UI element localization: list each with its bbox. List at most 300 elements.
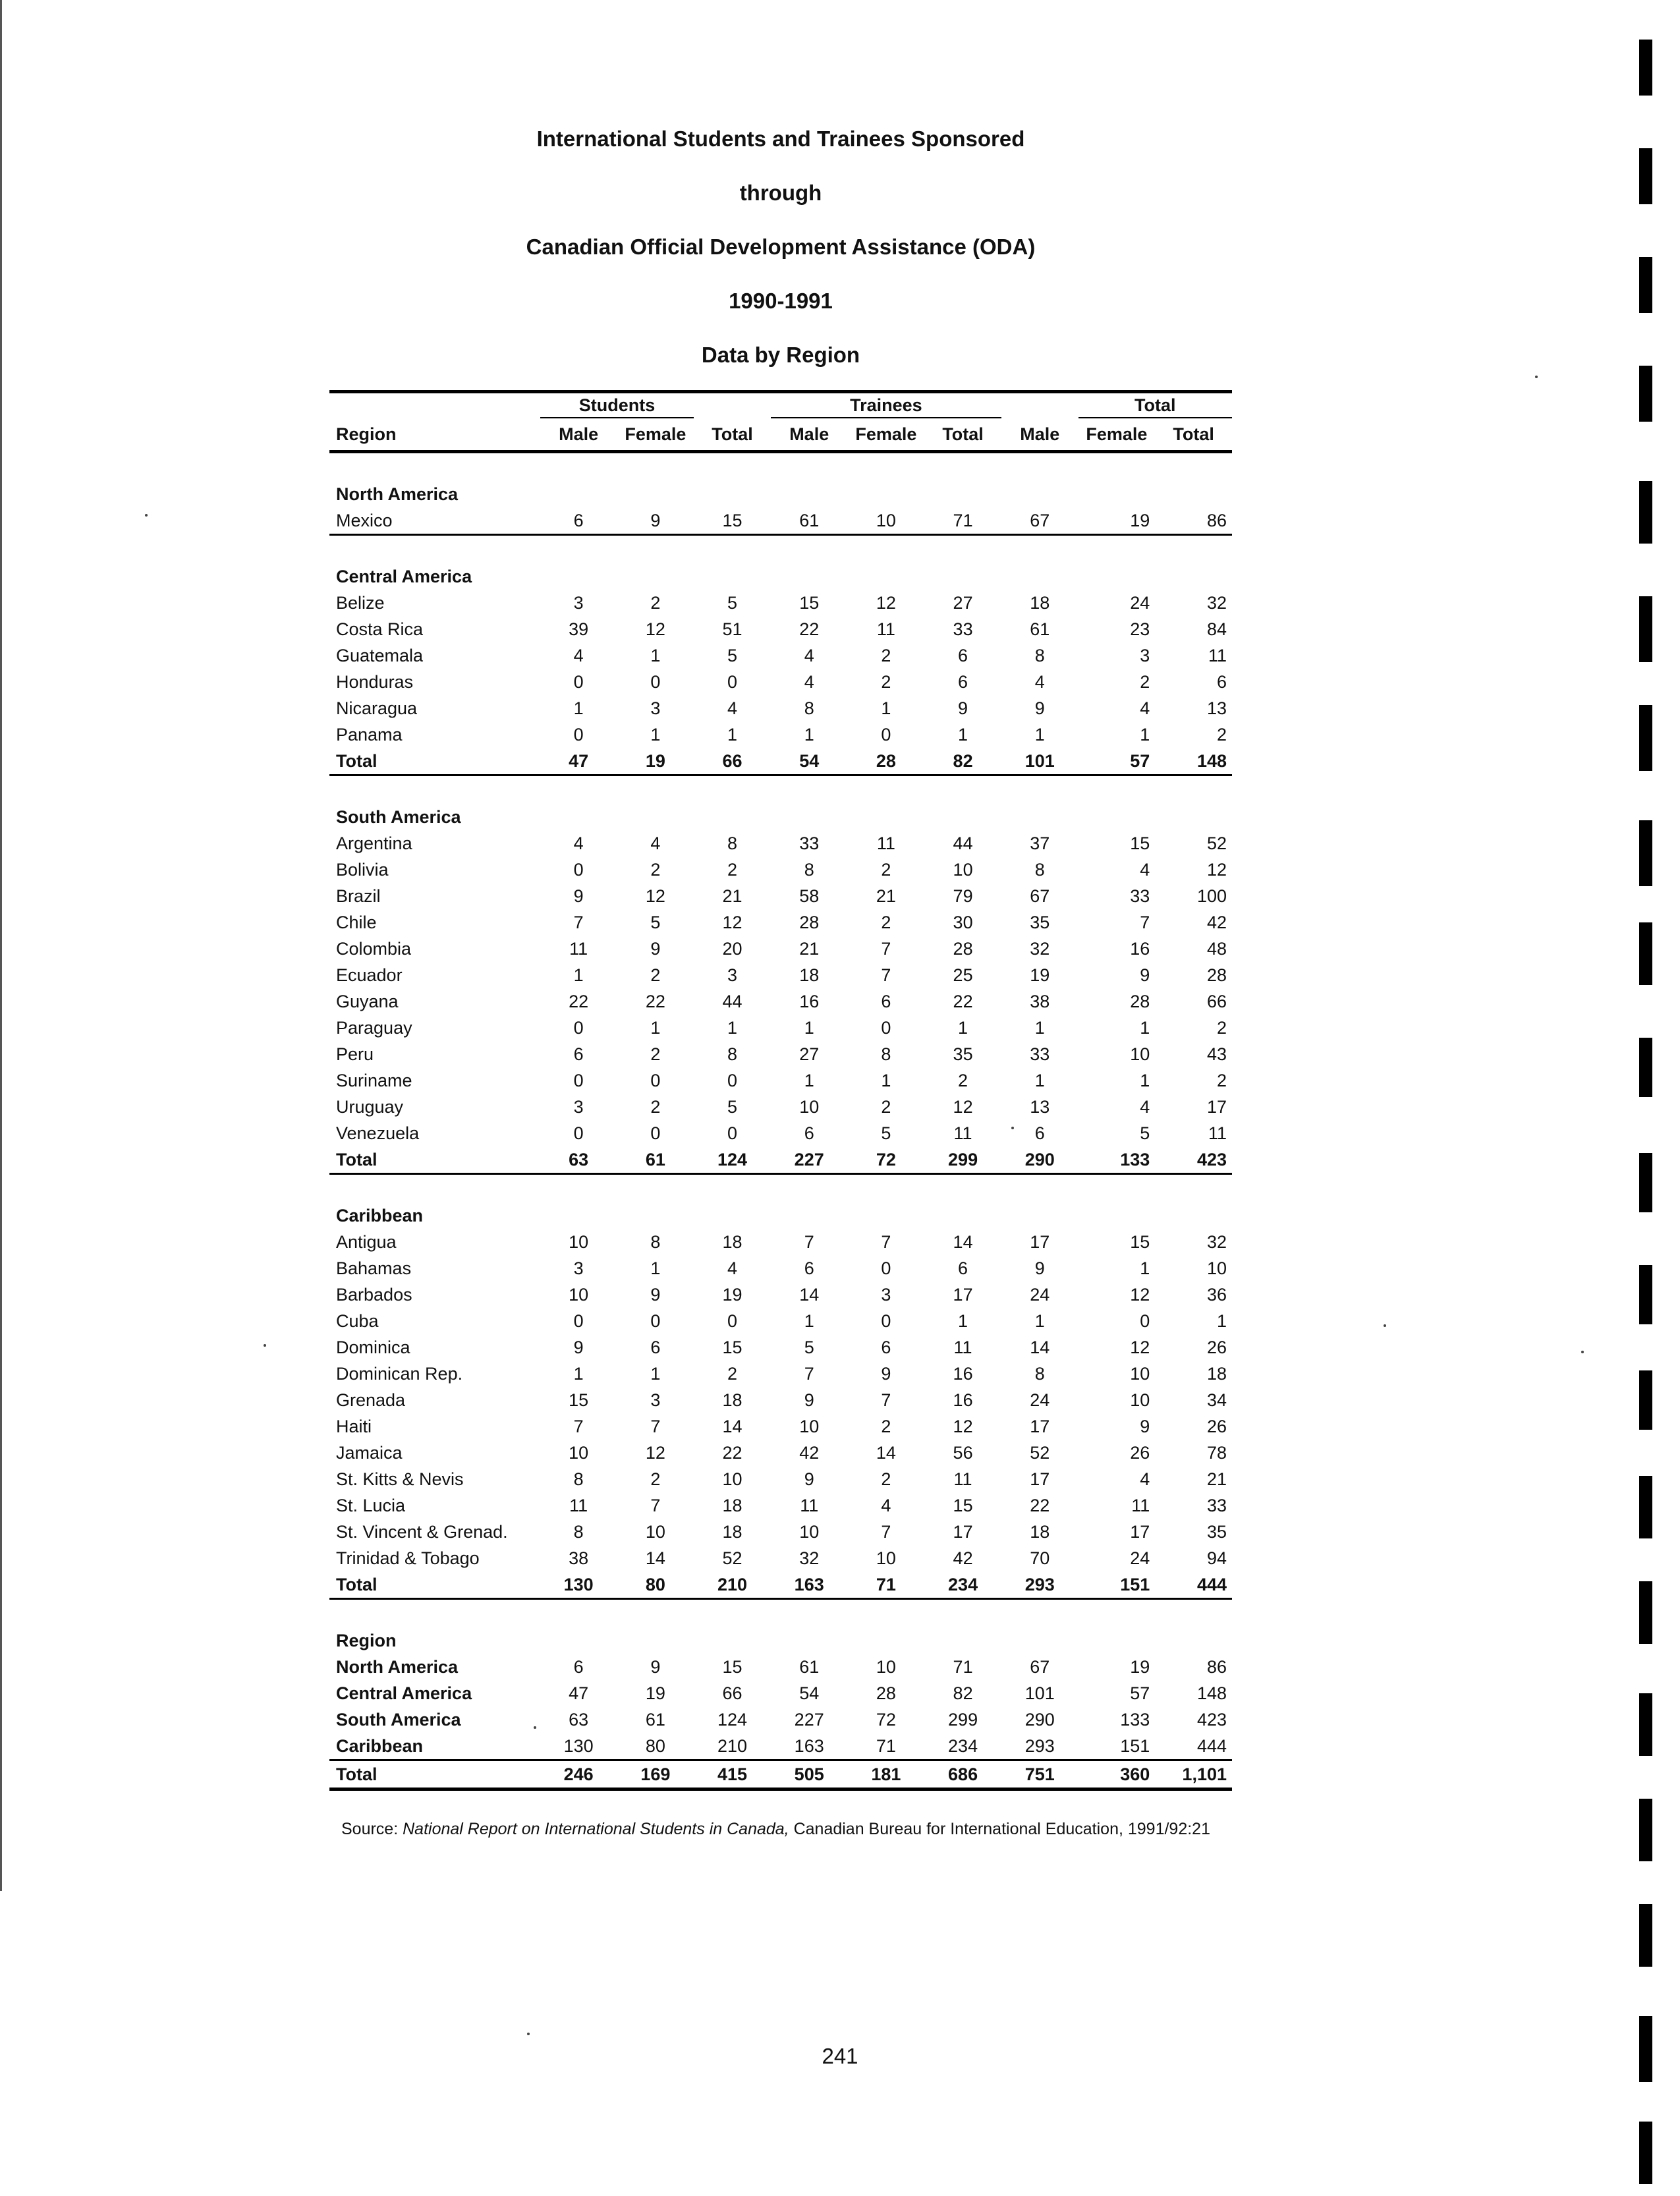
- table-cell: 9: [573, 1337, 584, 1357]
- table-row: [329, 1229, 1232, 1255]
- table-cell: 48: [1206, 939, 1227, 959]
- table-cell: 10: [1130, 1364, 1150, 1384]
- table-cell: 35: [1206, 1522, 1227, 1542]
- table-cell: 686: [924, 1760, 1001, 1789]
- table-cell: 61: [799, 1657, 820, 1677]
- table-cell: 1: [650, 1258, 661, 1278]
- binder-mark: [1639, 257, 1652, 313]
- table-cell: 0: [573, 672, 584, 692]
- table-cell: 1: [958, 725, 968, 745]
- table-cell: 6: [958, 672, 968, 692]
- table-cell: 9: [804, 1469, 814, 1489]
- table-cell: 10: [569, 1232, 589, 1252]
- table-cell: 8: [650, 1232, 661, 1252]
- table-cell: 12: [722, 913, 742, 932]
- binder-mark: [1639, 820, 1652, 886]
- table-cell: 3: [573, 593, 584, 613]
- table-cell: 66: [1206, 992, 1227, 1011]
- table-cell: 4: [1140, 860, 1150, 880]
- row-label: Antigua: [336, 1232, 397, 1252]
- row-label: Honduras: [336, 672, 414, 692]
- table-cell: 10: [722, 1469, 742, 1489]
- table-cell: 7: [650, 1496, 661, 1515]
- table-cell: 24: [1130, 1548, 1150, 1568]
- table-cell: 13: [1206, 698, 1227, 718]
- table-row: [329, 883, 1232, 909]
- table-cell: 22: [953, 992, 973, 1011]
- table-cell: 2: [727, 1364, 738, 1384]
- table-cell: 12: [876, 593, 896, 613]
- row-label: Dominican Rep.: [336, 1364, 463, 1384]
- table-cell: 4: [650, 833, 661, 853]
- table-cell: 14: [799, 1285, 820, 1305]
- table-cell: 12: [1206, 860, 1227, 880]
- table-cell: 290: [1001, 1146, 1078, 1174]
- table-cell: 1: [804, 1311, 814, 1331]
- table-cell: 4: [1140, 1469, 1150, 1489]
- table-cell: 52: [1030, 1443, 1050, 1463]
- table-row: [329, 507, 1232, 535]
- row-label: Grenada: [336, 1390, 406, 1410]
- row-label: Total: [329, 1571, 540, 1599]
- table-cell: 6: [881, 992, 891, 1011]
- table-cell: 2: [650, 860, 661, 880]
- table-cell: 11: [1131, 1496, 1150, 1515]
- table-cell: 7: [881, 939, 891, 959]
- table-cell: 12: [645, 1443, 665, 1463]
- table-cell: 1: [804, 725, 814, 745]
- table-cell: 130: [563, 1736, 594, 1756]
- binder-mark: [1639, 1904, 1652, 1967]
- row-label: Brazil: [336, 886, 381, 906]
- table-cell: 22: [1030, 1496, 1050, 1515]
- table-cell: 9: [617, 507, 694, 535]
- table-cell: 72: [848, 1146, 925, 1174]
- table-cell: 0: [727, 1071, 738, 1090]
- table-row: [329, 857, 1232, 883]
- table-header: [329, 392, 1232, 452]
- table-cell: 9: [1034, 698, 1045, 718]
- table-cell: 28: [1206, 965, 1227, 985]
- table-cell: 1: [881, 1071, 891, 1090]
- table-cell: 18: [722, 1232, 742, 1252]
- scan-speck: [1011, 1127, 1014, 1129]
- table-cell: 7: [881, 1390, 891, 1410]
- table-row: [329, 1413, 1232, 1440]
- table-cell: 2: [1216, 725, 1227, 745]
- section-total-row: [329, 1571, 1232, 1599]
- spacer-row: [329, 535, 1232, 564]
- table-cell: 163: [771, 1571, 848, 1599]
- table-cell: 0: [727, 1123, 738, 1143]
- document-title: [0, 112, 1561, 382]
- table-row: [329, 962, 1232, 988]
- table-cell: 2: [650, 593, 661, 613]
- table-cell: 54: [799, 1683, 820, 1703]
- summary-row: [329, 1733, 1232, 1760]
- table-cell: 0: [727, 672, 738, 692]
- table-cell: 1: [958, 1311, 968, 1331]
- table-cell: 61: [645, 1710, 665, 1730]
- table-row: [329, 909, 1232, 936]
- table-cell: 12: [1130, 1337, 1150, 1357]
- table-cell: 9: [650, 1657, 661, 1677]
- table-cell: 15: [722, 1337, 742, 1357]
- table-cell: 27: [799, 1044, 820, 1064]
- section-title: Central America: [336, 567, 472, 586]
- table-cell: 10: [953, 860, 973, 880]
- table-cell: 94: [1206, 1548, 1227, 1568]
- table-cell: 1: [1216, 1311, 1227, 1331]
- section-total-row: [329, 748, 1232, 775]
- binder-mark: [1639, 1799, 1652, 1861]
- table-cell: 4: [804, 646, 814, 665]
- table-cell: 10: [1206, 1258, 1227, 1278]
- table-cell: 14: [876, 1443, 896, 1463]
- spacer-row: [329, 1174, 1232, 1203]
- table-cell: 71: [924, 507, 1001, 535]
- scan-speck: [1581, 1351, 1584, 1353]
- table-row: [329, 1334, 1232, 1361]
- table-cell: 71: [953, 1657, 973, 1677]
- table-cell: 210: [717, 1736, 748, 1756]
- binder-mark: [1639, 481, 1652, 544]
- table-cell: 9: [1140, 965, 1150, 985]
- table-cell: 43: [1206, 1044, 1227, 1064]
- table-cell: 6: [958, 646, 968, 665]
- row-label: Cuba: [336, 1311, 379, 1331]
- table-cell: 6: [804, 1258, 814, 1278]
- table-cell: 0: [650, 1071, 661, 1090]
- table-cell: 10: [1130, 1044, 1150, 1064]
- spacer-row: [329, 775, 1232, 804]
- table-cell: 6: [573, 1657, 584, 1677]
- table-cell: 3: [881, 1285, 891, 1305]
- table-cell: 17: [1206, 1097, 1227, 1117]
- table-cell: 42: [1206, 913, 1227, 932]
- table-cell: 18: [799, 965, 820, 985]
- column-header-row: [329, 418, 1232, 452]
- table-cell: 67: [1001, 507, 1078, 535]
- binder-mark: [1639, 2122, 1652, 2184]
- table-cell: 21: [799, 939, 820, 959]
- table-cell: 2: [881, 672, 891, 692]
- binder-mark: [1639, 40, 1652, 96]
- table-cell: 54: [771, 748, 848, 775]
- table-cell: 1: [650, 1364, 661, 1384]
- table-cell: 16: [953, 1390, 973, 1410]
- row-label: Nicaragua: [336, 698, 418, 718]
- table-row: [329, 1361, 1232, 1387]
- table-row: [329, 1308, 1232, 1334]
- table-cell: 2: [727, 860, 738, 880]
- table-cell: 0: [650, 1311, 661, 1331]
- table-cell: 9: [650, 939, 661, 959]
- table-cell: 444: [1196, 1736, 1227, 1756]
- table-cell: 63: [540, 1146, 617, 1174]
- table-cell: 9: [650, 1285, 661, 1305]
- table-cell: 3: [727, 965, 738, 985]
- table-cell: 15: [1130, 1232, 1150, 1252]
- table-cell: 1: [573, 965, 584, 985]
- section-title-row: [329, 563, 1232, 590]
- table-cell: 16: [799, 992, 820, 1011]
- row-label: Bahamas: [336, 1258, 412, 1278]
- table-cell: 1: [1140, 1071, 1150, 1090]
- table-cell: 18: [1206, 1364, 1227, 1384]
- table-cell: 22: [645, 992, 665, 1011]
- table-cell: 33: [953, 619, 973, 639]
- section-title: Region: [336, 1631, 397, 1650]
- title-line-1: International Students and Trainees Sponsored: [536, 127, 1025, 151]
- table-cell: 6: [650, 1337, 661, 1357]
- table-cell: 9: [804, 1390, 814, 1410]
- table-row: [329, 1067, 1232, 1094]
- table-row: [329, 830, 1232, 857]
- row-label: Belize: [336, 593, 385, 613]
- table-cell: 28: [848, 748, 925, 775]
- table-cell: 18: [1030, 593, 1050, 613]
- table-cell: 70: [1030, 1548, 1050, 1568]
- table-cell: 6: [1216, 672, 1227, 692]
- table-cell: 290: [1024, 1710, 1055, 1730]
- table-cell: 0: [573, 725, 584, 745]
- table-cell: 8: [1034, 1364, 1045, 1384]
- source-label: Source:: [341, 1820, 399, 1838]
- row-label: Jamaica: [336, 1443, 403, 1463]
- table-cell: 38: [1030, 992, 1050, 1011]
- table-cell: 52: [1206, 833, 1227, 853]
- table-cell: 1: [1140, 725, 1150, 745]
- scan-speck: [534, 1726, 536, 1729]
- table-cell: 26: [1130, 1443, 1150, 1463]
- table-cell: 61: [617, 1146, 694, 1174]
- table-cell: 13: [1030, 1097, 1050, 1117]
- table-cell: 35: [953, 1044, 973, 1064]
- row-label: Mexico: [329, 507, 540, 535]
- table-row: [329, 1120, 1232, 1146]
- table-row: [329, 1387, 1232, 1413]
- table-cell: 10: [876, 1548, 896, 1568]
- table-cell: 6: [958, 1258, 968, 1278]
- table-cell: 6: [881, 1337, 891, 1357]
- table-cell: 751: [1001, 1760, 1078, 1789]
- row-label: Dominica: [336, 1337, 410, 1357]
- table-cell: 12: [645, 619, 665, 639]
- spacer-row: [329, 1599, 1232, 1628]
- table-cell: 16: [953, 1364, 973, 1384]
- total-group-header: Total: [1078, 392, 1232, 418]
- row-label: St. Kitts & Nevis: [336, 1469, 464, 1489]
- table-cell: 71: [876, 1736, 896, 1756]
- table-cell: 19: [1130, 1657, 1150, 1677]
- table-cell: 163: [794, 1736, 824, 1756]
- section-title-row: [329, 804, 1232, 830]
- table-cell: 3: [1140, 646, 1150, 665]
- section-title-row: [329, 1202, 1232, 1229]
- row-label: Uruguay: [336, 1097, 404, 1117]
- row-label: St. Lucia: [336, 1496, 406, 1515]
- section-total-row: [329, 1146, 1232, 1174]
- table-cell: 0: [650, 1123, 661, 1143]
- table-cell: 20: [722, 939, 742, 959]
- table-cell: 1: [958, 1018, 968, 1038]
- table-cell: 11: [876, 833, 895, 853]
- table-cell: 2: [650, 1097, 661, 1117]
- row-label: Barbados: [336, 1285, 412, 1305]
- table-cell: 0: [881, 1018, 891, 1038]
- table-cell: 246: [540, 1760, 617, 1789]
- table-row: [329, 1466, 1232, 1492]
- table-cell: 3: [650, 698, 661, 718]
- row-label: St. Vincent & Grenad.: [336, 1522, 508, 1542]
- table-cell: 2: [958, 1071, 968, 1090]
- table-cell: 293: [1001, 1571, 1078, 1599]
- table-cell: 10: [799, 1522, 820, 1542]
- table-cell: 28: [1130, 992, 1150, 1011]
- table-cell: 56: [953, 1443, 973, 1463]
- table-cell: 39: [569, 619, 589, 639]
- table-cell: 7: [804, 1364, 814, 1384]
- scan-speck: [264, 1344, 266, 1347]
- table-cell: 12: [1130, 1285, 1150, 1305]
- table-cell: 101: [1001, 748, 1078, 775]
- table-cell: 2: [650, 965, 661, 985]
- binder-mark: [1639, 705, 1652, 771]
- table-cell: 57: [1078, 748, 1156, 775]
- table-row: [329, 721, 1232, 748]
- table-cell: 80: [645, 1736, 665, 1756]
- table-cell: 33: [1030, 1044, 1050, 1064]
- table-cell: 12: [953, 1417, 973, 1436]
- row-label: Total: [329, 1146, 540, 1174]
- source-title: National Report on International Students in Canada,: [403, 1820, 789, 1838]
- table-cell: 22: [799, 619, 820, 639]
- table-cell: 0: [573, 1018, 584, 1038]
- table-cell: 15: [722, 1657, 742, 1677]
- table-cell: 11: [800, 1496, 819, 1515]
- table-cell: 11: [569, 939, 588, 959]
- table-cell: 2: [881, 1469, 891, 1489]
- table-cell: 86: [1155, 507, 1232, 535]
- table-cell: 8: [573, 1469, 584, 1489]
- table-row: [329, 695, 1232, 721]
- table-cell: 18: [722, 1522, 742, 1542]
- table-row: [329, 1281, 1232, 1308]
- table-cell: 7: [1140, 913, 1150, 932]
- table-cell: 47: [569, 1683, 589, 1703]
- table-cell: 11: [1208, 646, 1227, 665]
- section-title: Caribbean: [336, 1206, 424, 1225]
- region-data-table: [329, 390, 1232, 1791]
- scan-speck: [145, 514, 148, 517]
- table-cell: 8: [1034, 646, 1045, 665]
- table-row: [329, 1492, 1232, 1519]
- row-label: Trinidad & Tobago: [336, 1548, 480, 1568]
- table-cell: 11: [569, 1496, 588, 1515]
- table-cell: 124: [694, 1146, 771, 1174]
- trainees-group-header: Trainees: [771, 392, 1001, 418]
- table-cell: 11: [953, 1337, 972, 1357]
- row-label: Bolivia: [336, 860, 389, 880]
- table-cell: 1: [650, 1018, 661, 1038]
- table-cell: 0: [573, 1311, 584, 1331]
- table-cell: 10: [1130, 1390, 1150, 1410]
- table-cell: 7: [573, 1417, 584, 1436]
- table-row: [329, 1255, 1232, 1281]
- table-cell: 8: [1034, 860, 1045, 880]
- table-cell: 7: [881, 1232, 891, 1252]
- table-cell: 148: [1155, 748, 1232, 775]
- table-cell: 0: [573, 1071, 584, 1090]
- table-cell: 9: [573, 886, 584, 906]
- table-cell: 1: [804, 1071, 814, 1090]
- table-cell: 9: [1034, 1258, 1045, 1278]
- group-header-row: [329, 392, 1232, 418]
- table-cell: 7: [573, 913, 584, 932]
- scan-speck: [1384, 1324, 1386, 1327]
- row-label: Ecuador: [336, 965, 403, 985]
- table-body: [329, 452, 1232, 1789]
- table-cell: 10: [569, 1285, 589, 1305]
- table-row: [329, 1015, 1232, 1041]
- table-cell: 293: [1024, 1736, 1055, 1756]
- table-cell: 15: [799, 593, 820, 613]
- table-cell: 299: [948, 1710, 978, 1730]
- students-group-header: Students: [540, 392, 694, 418]
- table-cell: 415: [694, 1760, 771, 1789]
- table-cell: 19: [617, 748, 694, 775]
- table-cell: 66: [722, 1683, 742, 1703]
- binder-mark: [1639, 1038, 1652, 1097]
- table-cell: 12: [953, 1097, 973, 1117]
- table-cell: 124: [717, 1710, 748, 1730]
- table-cell: 2: [1216, 1071, 1227, 1090]
- table-cell: 130: [540, 1571, 617, 1599]
- table-cell: 15: [569, 1390, 589, 1410]
- table-cell: 57: [1130, 1683, 1150, 1703]
- table-cell: 14: [722, 1417, 742, 1436]
- table-row: [329, 1440, 1232, 1466]
- table-cell: 299: [924, 1146, 1001, 1174]
- table-cell: 444: [1155, 1571, 1232, 1599]
- table-cell: 58: [799, 886, 820, 906]
- table-cell: 7: [881, 965, 891, 985]
- binder-mark: [1639, 596, 1652, 662]
- table-cell: 72: [876, 1710, 896, 1730]
- table-row: [329, 1519, 1232, 1545]
- table-cell: 24: [1030, 1390, 1050, 1410]
- table-cell: 1: [881, 698, 891, 718]
- table-cell: 4: [804, 672, 814, 692]
- table-cell: 44: [722, 992, 742, 1011]
- binder-mark: [1639, 1476, 1652, 1538]
- spacer-row: [329, 452, 1232, 482]
- table-cell: 71: [848, 1571, 925, 1599]
- summary-row: [329, 1680, 1232, 1706]
- table-cell: 21: [722, 886, 742, 906]
- page-number: 241: [822, 2044, 858, 2068]
- table-cell: 133: [1120, 1710, 1150, 1730]
- binder-mark: [1639, 366, 1652, 422]
- table-cell: 10: [799, 1417, 820, 1436]
- binder-mark: [1639, 1693, 1652, 1756]
- table-cell: 8: [881, 1044, 891, 1064]
- table-cell: 2: [881, 860, 891, 880]
- table-cell: 1: [804, 1018, 814, 1038]
- table-cell: 5: [881, 1123, 891, 1143]
- binder-mark: [1639, 148, 1652, 204]
